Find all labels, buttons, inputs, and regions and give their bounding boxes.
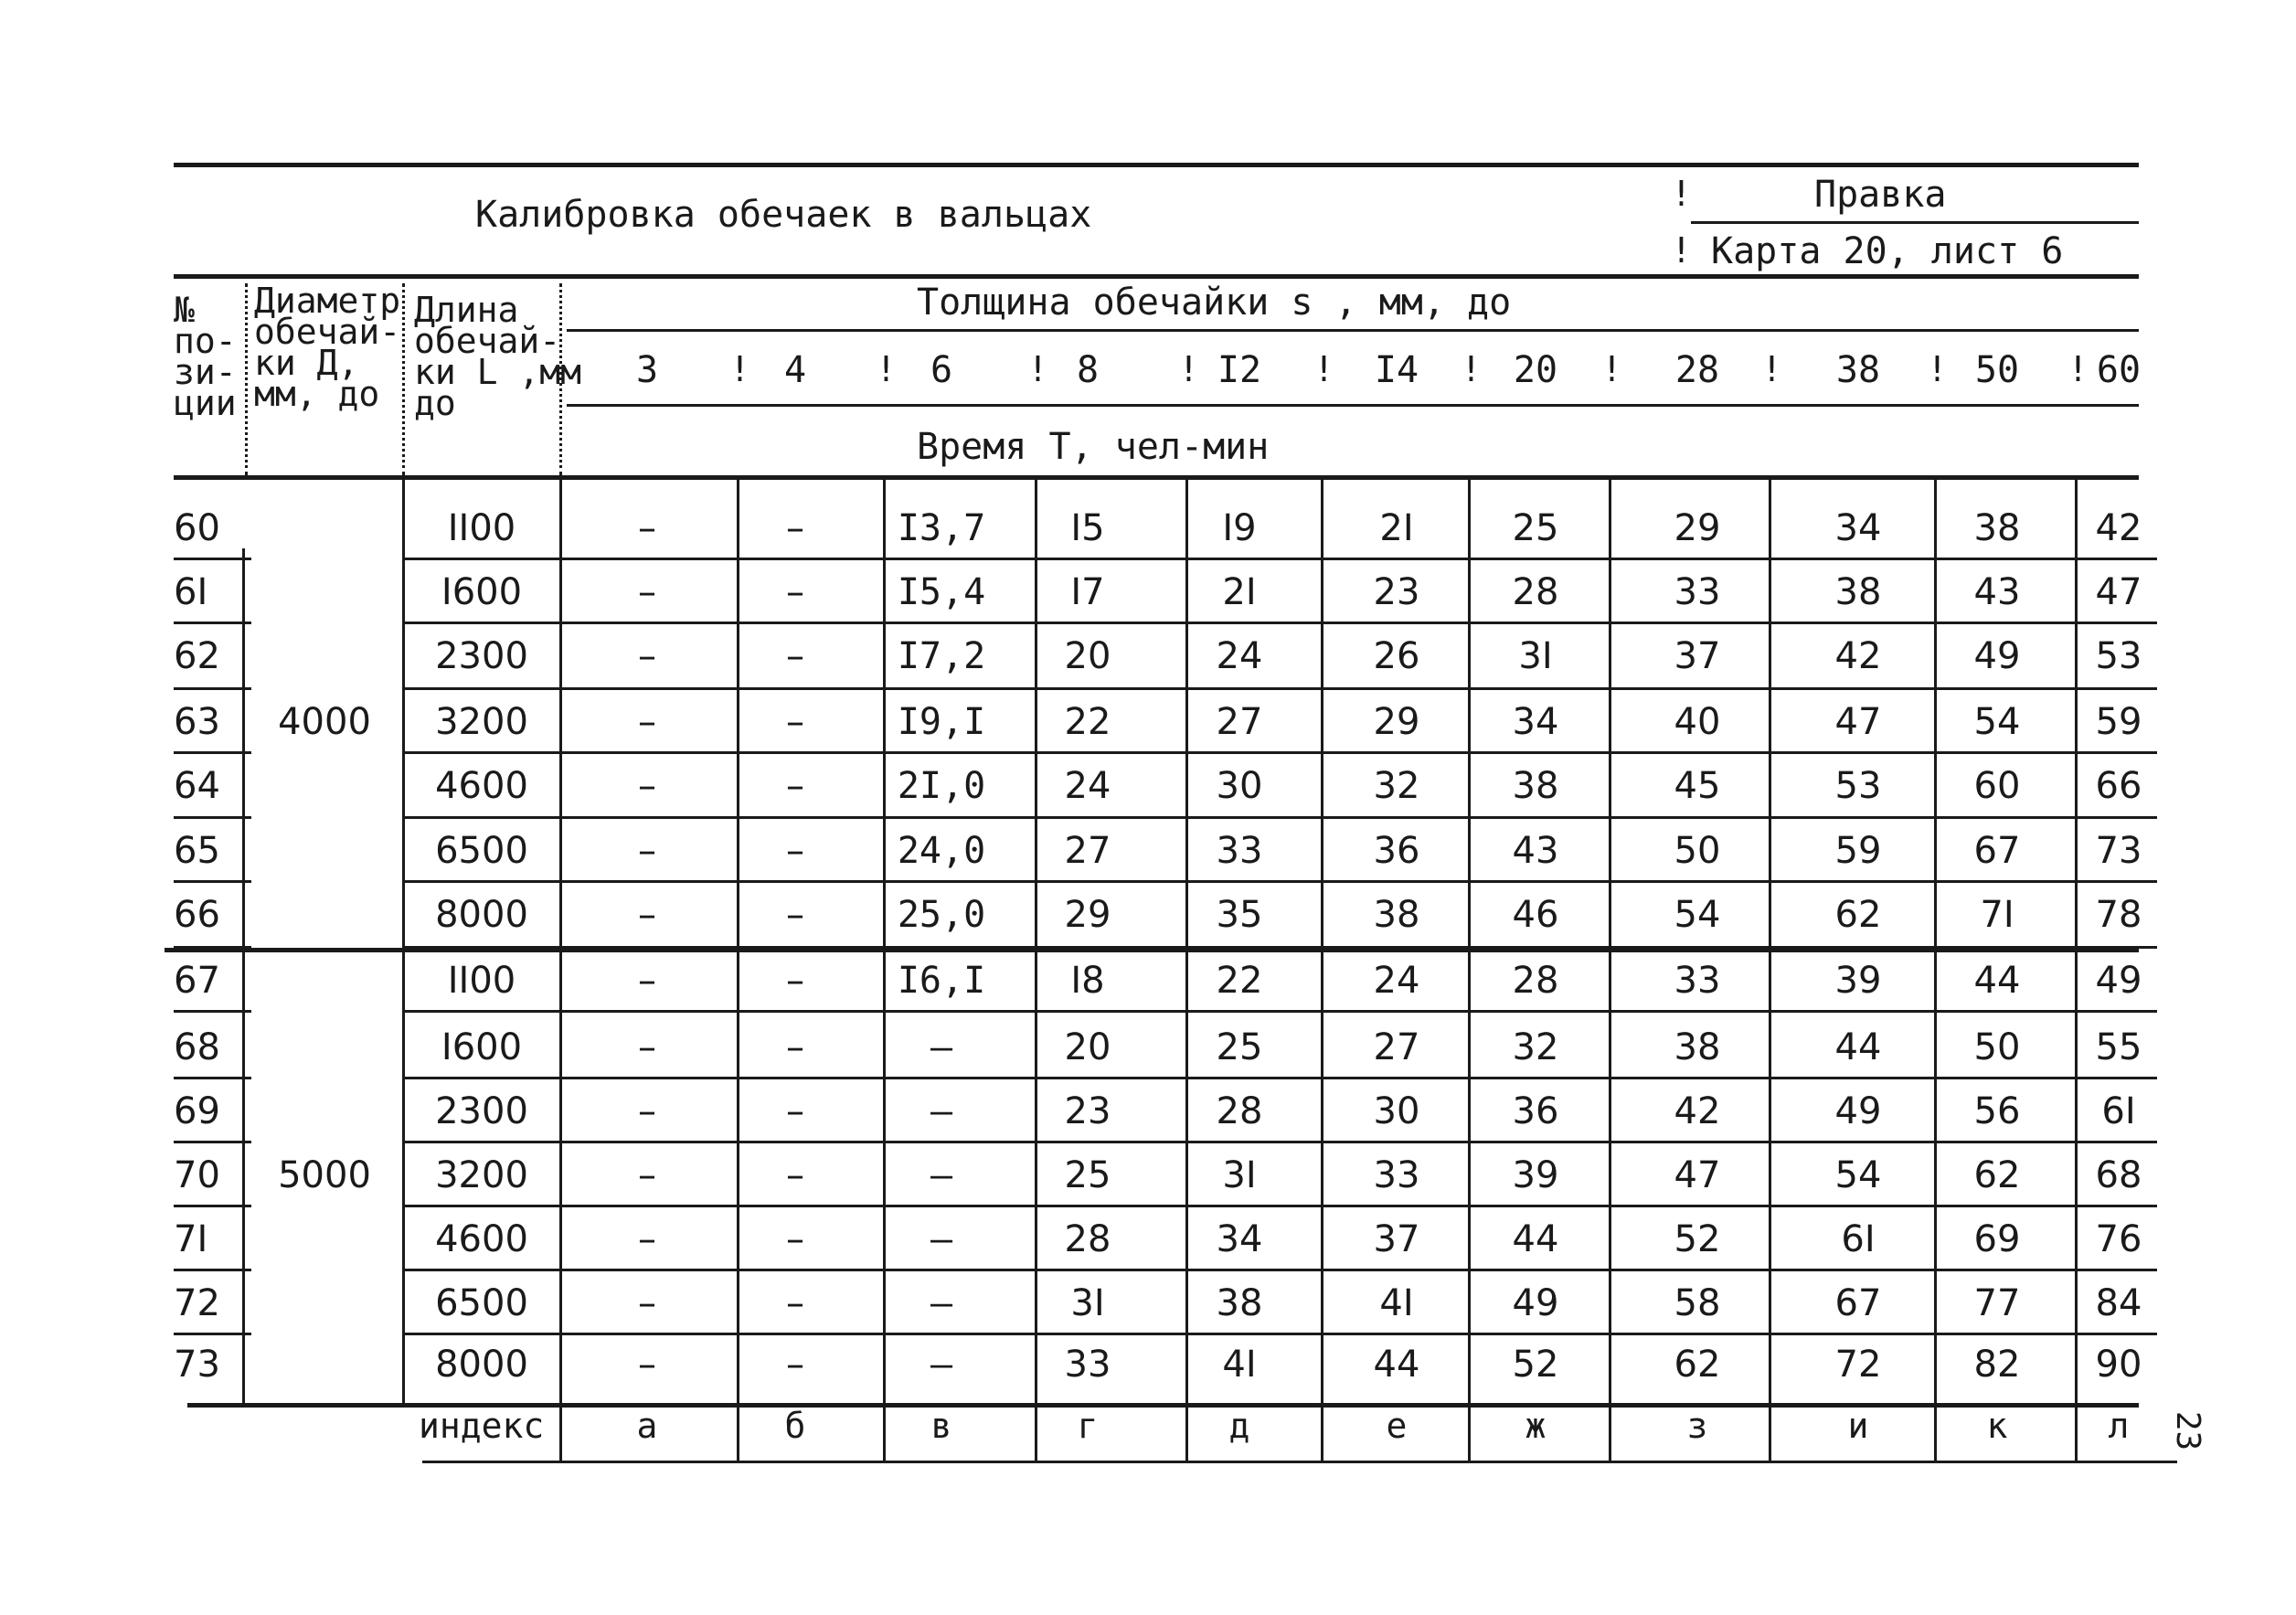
table-cell: 24,0 <box>897 830 986 872</box>
thickness-col-3: 8 <box>1076 349 1100 391</box>
index-letter: ж <box>1525 1406 1547 1446</box>
table-cell: 20 <box>1064 635 1111 677</box>
row-length: 2300 <box>435 1090 528 1132</box>
row-length: 6500 <box>435 1282 528 1324</box>
table-cell: 38 <box>1674 1026 1721 1068</box>
table-cell: – <box>638 701 656 743</box>
card-reference: Карта 20, лист 6 <box>1711 230 2064 272</box>
position-underline <box>174 816 251 819</box>
length-header: Длина обечай- ки L ,мм до <box>414 290 582 423</box>
table-cell: 38 <box>1512 765 1559 807</box>
top-rule <box>174 163 2139 167</box>
separator-mark: ! <box>1671 230 1692 271</box>
thickness-header: Толщина обечайки s , мм, до <box>917 282 1512 324</box>
table-cell: 3I <box>1070 1282 1105 1324</box>
row-position: 62 <box>174 635 220 677</box>
table-cell: 60 <box>1973 765 2021 807</box>
table-cell: 24 <box>1373 960 1420 1002</box>
row-length: 4600 <box>435 765 528 807</box>
table-cell: – <box>930 1344 953 1386</box>
table-cell: 38 <box>1834 571 1882 613</box>
table-cell: 38 <box>1373 894 1420 936</box>
table-cell: 22 <box>1064 701 1111 743</box>
table-cell: 29 <box>1064 894 1111 936</box>
table-cell: 44 <box>1512 1218 1559 1260</box>
table-cell: – <box>786 1026 804 1068</box>
table-cell: 37 <box>1373 1218 1420 1260</box>
table-cell: 29 <box>1373 701 1420 743</box>
header-divider <box>402 283 405 475</box>
separator-mark: ! <box>876 349 897 389</box>
table-cell: 4I <box>1379 1282 1414 1324</box>
table-cell: – <box>786 1090 804 1132</box>
row-position: 72 <box>174 1282 220 1324</box>
page-number: 23 <box>2169 1410 2207 1451</box>
table-cell: 42 <box>1834 635 1882 677</box>
separator-mark: ! <box>1601 349 1622 389</box>
table-cell: 52 <box>1674 1218 1721 1260</box>
table-cell: 49 <box>1834 1090 1882 1132</box>
table-cell: 25,0 <box>897 894 986 936</box>
thickness-col-4: I2 <box>1217 349 1262 391</box>
length-divider <box>402 475 405 1403</box>
header-rule <box>174 274 2139 279</box>
thickness-col-9: 50 <box>1974 349 2020 391</box>
index-letter: л <box>2108 1406 2130 1446</box>
table-cell: – <box>638 1218 656 1260</box>
table-cell: 90 <box>2095 1344 2142 1386</box>
table-cell: 35 <box>1216 894 1263 936</box>
row-position: 67 <box>174 960 220 1002</box>
position-underline <box>174 1269 251 1271</box>
table-cell: 56 <box>1973 1090 2021 1132</box>
table-cell: 49 <box>1512 1282 1559 1324</box>
table-cell: – <box>786 765 804 807</box>
separator-mark: ! <box>1461 349 1482 389</box>
position-underline <box>174 687 251 690</box>
thickness-col-5: I4 <box>1374 349 1419 391</box>
table-cell: – <box>638 1090 656 1132</box>
index-bottom-rule <box>422 1461 2177 1463</box>
index-letter: в <box>930 1406 952 1446</box>
table-cell: – <box>786 507 804 549</box>
table-cell: – <box>638 1344 656 1386</box>
table-cell: 26 <box>1373 635 1420 677</box>
time-header: Время Т, чел-мин <box>917 426 1270 468</box>
thickness-col-7: 28 <box>1674 349 1720 391</box>
row-diameter: 4000 <box>278 701 371 743</box>
row-rule <box>402 558 2157 560</box>
table-cell: I8 <box>1070 960 1105 1002</box>
row-rule <box>402 622 2157 624</box>
position-underline <box>174 622 251 624</box>
table-cell: 44 <box>1373 1344 1420 1386</box>
table-cell: 33 <box>1216 830 1263 872</box>
table-cell: 34 <box>1834 507 1882 549</box>
index-label: индекс <box>419 1406 545 1446</box>
table-cell: – <box>786 1154 804 1196</box>
table-cell: 47 <box>1674 1154 1721 1196</box>
table-cell: 62 <box>1674 1344 1721 1386</box>
table-cell: 73 <box>2095 830 2142 872</box>
row-diameter: 5000 <box>278 1154 371 1196</box>
separator-mark: ! <box>1761 349 1782 389</box>
table-cell: – <box>786 830 804 872</box>
separator-mark: ! <box>1671 174 1692 214</box>
table-cell: 25 <box>1064 1154 1111 1196</box>
diameter-header: Диаметр обечай- ки Д, мм, до <box>254 281 401 414</box>
table-cell: 47 <box>2095 571 2142 613</box>
row-position: 70 <box>174 1154 220 1196</box>
table-cell: I7,2 <box>897 635 986 677</box>
row-length: 8000 <box>435 894 528 936</box>
position-underline <box>174 1141 251 1143</box>
table-cell: 22 <box>1216 960 1263 1002</box>
index-letter: и <box>1847 1406 1869 1446</box>
row-position: 60 <box>174 507 220 549</box>
table-cell: 39 <box>1834 960 1882 1002</box>
index-letter: г <box>1077 1406 1099 1446</box>
table-cell: – <box>638 1026 656 1068</box>
separator-mark: ! <box>1178 349 1199 389</box>
table-cell: 72 <box>1834 1344 1882 1386</box>
table-cell: – <box>930 1154 953 1196</box>
table-cell: 28 <box>1512 571 1559 613</box>
table-cell: 46 <box>1512 894 1559 936</box>
table-cell: 38 <box>1216 1282 1263 1324</box>
thickness-col-0: 3 <box>635 349 659 391</box>
pos-header: № по- зи- ции <box>174 290 237 423</box>
table-cell: I9 <box>1222 507 1257 549</box>
table-cell: 45 <box>1674 765 1721 807</box>
table-cell: 27 <box>1064 830 1111 872</box>
table-cell: 55 <box>2095 1026 2142 1068</box>
table-cell: 54 <box>1674 894 1721 936</box>
index-letter: з <box>1686 1406 1708 1446</box>
table-cell: 3I <box>1518 635 1553 677</box>
separator-mark: ! <box>1313 349 1334 389</box>
table-cell: 43 <box>1512 830 1559 872</box>
table-cell: 50 <box>1973 1026 2021 1068</box>
table-cell: – <box>638 571 656 613</box>
table-cell: – <box>786 1282 804 1324</box>
table-cell: 76 <box>2095 1218 2142 1260</box>
table-cell: – <box>930 1026 953 1068</box>
table-cell: I5 <box>1070 507 1105 549</box>
table-cell: 2I <box>1379 507 1414 549</box>
thickness-col-2: 6 <box>930 349 953 391</box>
row-rule <box>402 816 2157 819</box>
row-rule <box>402 1010 2157 1013</box>
table-cell: 67 <box>1834 1282 1882 1324</box>
table-cell: 6I <box>2101 1090 2136 1132</box>
row-position: 7I <box>174 1218 208 1260</box>
row-length: I600 <box>441 1026 523 1068</box>
table-cell: – <box>786 894 804 936</box>
row-rule <box>402 1141 2157 1143</box>
index-letter: б <box>784 1406 806 1446</box>
table-cell: I3,7 <box>897 507 986 549</box>
table-cell: 49 <box>1973 635 2021 677</box>
table-cell: 78 <box>2095 894 2142 936</box>
table-cell: 36 <box>1512 1090 1559 1132</box>
position-underline <box>174 751 251 754</box>
table-cell: I6,I <box>897 960 986 1002</box>
table-cell: 28 <box>1064 1218 1111 1260</box>
position-underline <box>174 880 251 883</box>
row-rule <box>402 687 2157 690</box>
row-rule <box>402 880 2157 883</box>
table-cell: 42 <box>1674 1090 1721 1132</box>
table-cell: 23 <box>1064 1090 1111 1132</box>
table-cell: 54 <box>1834 1154 1882 1196</box>
table-cell: 24 <box>1064 765 1111 807</box>
thickness-col-6: 20 <box>1513 349 1558 391</box>
thickness-col-1: 4 <box>783 349 807 391</box>
table-cell: – <box>930 1282 953 1324</box>
row-position: 64 <box>174 765 220 807</box>
table-cell: 62 <box>1834 894 1882 936</box>
table-cell: 34 <box>1216 1218 1263 1260</box>
position-underline <box>174 1077 251 1079</box>
table-cell: 42 <box>2095 507 2142 549</box>
position-underline <box>174 1205 251 1207</box>
table-cell: 2I <box>1222 571 1257 613</box>
table-cell: 38 <box>1973 507 2021 549</box>
table-cell: 23 <box>1373 571 1420 613</box>
header-divider <box>245 283 248 475</box>
row-length: 3200 <box>435 1154 528 1196</box>
table-cell: 77 <box>1973 1282 2021 1324</box>
table-cell: 44 <box>1834 1026 1882 1068</box>
row-rule <box>402 751 2157 754</box>
row-position: 69 <box>174 1090 220 1132</box>
table-cell: – <box>638 765 656 807</box>
row-position: 66 <box>174 894 220 936</box>
row-length: I600 <box>441 571 523 613</box>
row-length: 2300 <box>435 635 528 677</box>
row-position: 65 <box>174 830 220 872</box>
table-cell: 34 <box>1512 701 1559 743</box>
table-cell: 24 <box>1216 635 1263 677</box>
position-underline <box>174 1010 251 1013</box>
separator-mark: ! <box>1027 349 1048 389</box>
table-cell: 58 <box>1674 1282 1721 1324</box>
table-cell: 29 <box>1674 507 1721 549</box>
table-cell: 49 <box>2095 960 2142 1002</box>
table-cell: 69 <box>1973 1218 2021 1260</box>
thickness-rule <box>567 329 2139 332</box>
table-cell: – <box>638 635 656 677</box>
table-cell: 32 <box>1373 765 1420 807</box>
table-cell: – <box>638 507 656 549</box>
separator-mark: ! <box>1927 349 1948 389</box>
thickness-col-8: 38 <box>1835 349 1881 391</box>
table-cell: 25 <box>1512 507 1559 549</box>
index-letter: е <box>1386 1406 1408 1446</box>
table-cell: 30 <box>1216 765 1263 807</box>
table-cell: 44 <box>1973 960 2021 1002</box>
row-length: II00 <box>447 507 516 549</box>
table-cell: – <box>930 1218 953 1260</box>
table-cell: – <box>638 1154 656 1196</box>
table-cell: – <box>786 960 804 1002</box>
table-cell: 53 <box>1834 765 1882 807</box>
table-cell: 7I <box>1980 894 2014 936</box>
section-rule <box>1691 221 2139 224</box>
table-cell: – <box>638 1282 656 1324</box>
index-letter: а <box>636 1406 658 1446</box>
table-cell: – <box>638 960 656 1002</box>
table-cell: 68 <box>2095 1154 2142 1196</box>
table-cell: – <box>638 894 656 936</box>
table-cell: 84 <box>2095 1282 2142 1324</box>
table-cell: 53 <box>2095 635 2142 677</box>
table-cell: 2I,0 <box>897 765 986 807</box>
row-rule <box>402 1077 2157 1079</box>
table-cell: 6I <box>1841 1218 1876 1260</box>
table-cell: 39 <box>1512 1154 1559 1196</box>
table-cell: 33 <box>1373 1154 1420 1196</box>
table-cell: 30 <box>1373 1090 1420 1132</box>
index-letter: к <box>1986 1406 2008 1446</box>
time-rule <box>567 404 2139 407</box>
row-rule <box>402 1205 2157 1207</box>
body-top-rule <box>174 475 2139 480</box>
table-cell: 28 <box>1216 1090 1263 1132</box>
separator-mark: ! <box>729 349 750 389</box>
index-letter: д <box>1228 1406 1250 1446</box>
table-cell: 40 <box>1674 701 1721 743</box>
table-cell: 36 <box>1373 830 1420 872</box>
table-cell: 27 <box>1373 1026 1420 1068</box>
table-cell: 82 <box>1973 1344 2021 1386</box>
table-cell: 43 <box>1973 571 2021 613</box>
row-length: 8000 <box>435 1344 528 1386</box>
table-cell: I5,4 <box>897 571 986 613</box>
table-cell: 32 <box>1512 1026 1559 1068</box>
header-divider <box>559 283 562 475</box>
table-cell: 27 <box>1216 701 1263 743</box>
row-position: 63 <box>174 701 220 743</box>
table-cell: – <box>638 830 656 872</box>
row-rule <box>402 1333 2157 1335</box>
table-cell: 59 <box>1834 830 1882 872</box>
table-cell: – <box>786 635 804 677</box>
section-title: Правка <box>1814 174 1947 216</box>
table-cell: 25 <box>1216 1026 1263 1068</box>
table-cell: 33 <box>1674 960 1721 1002</box>
table-cell: – <box>786 571 804 613</box>
table-cell: 4I <box>1222 1344 1257 1386</box>
group-rule <box>165 948 2139 952</box>
table-cell: – <box>786 701 804 743</box>
separator-mark: ! <box>2067 349 2089 389</box>
table-cell: 28 <box>1512 960 1559 1002</box>
table-cell: 50 <box>1674 830 1721 872</box>
row-rule <box>402 1269 2157 1271</box>
table-cell: 59 <box>2095 701 2142 743</box>
table-cell: – <box>930 1090 953 1132</box>
table-cell: 3I <box>1222 1154 1257 1196</box>
table-cell: 54 <box>1973 701 2021 743</box>
page-title: Калибровка обечаек в вальцах <box>475 194 1092 236</box>
table-cell: – <box>786 1218 804 1260</box>
row-length: 4600 <box>435 1218 528 1260</box>
table-cell: 67 <box>1973 830 2021 872</box>
thickness-col-10: 60 <box>2096 349 2142 391</box>
row-position: 68 <box>174 1026 220 1068</box>
table-cell: I7 <box>1070 571 1105 613</box>
table-cell: – <box>786 1344 804 1386</box>
position-underline <box>174 1333 251 1335</box>
table-cell: 20 <box>1064 1026 1111 1068</box>
row-position: 73 <box>174 1344 220 1386</box>
row-length: II00 <box>447 960 516 1002</box>
row-length: 6500 <box>435 830 528 872</box>
row-length: 3200 <box>435 701 528 743</box>
table-cell: 66 <box>2095 765 2142 807</box>
table-cell: 33 <box>1064 1344 1111 1386</box>
row-position: 6I <box>174 571 208 613</box>
position-underline <box>174 558 251 560</box>
table-cell: 52 <box>1512 1344 1559 1386</box>
table-cell: 33 <box>1674 571 1721 613</box>
table-cell: 37 <box>1674 635 1721 677</box>
table-cell: 62 <box>1973 1154 2021 1196</box>
table-cell: 47 <box>1834 701 1882 743</box>
table-cell: I9,I <box>897 701 986 743</box>
